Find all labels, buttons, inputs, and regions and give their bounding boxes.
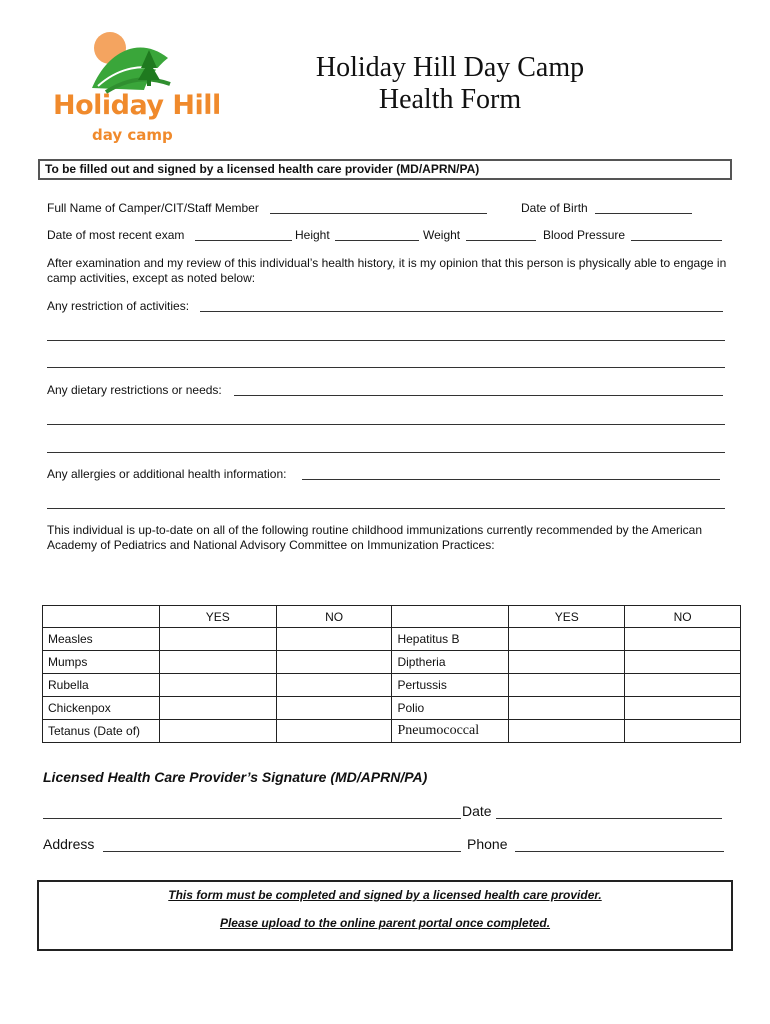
allergies-field-1[interactable] [302,479,720,480]
mumps-no-cell[interactable] [276,651,392,674]
instructions-banner: To be filled out and signed by a licensed health care provider (MD/APRN/PA) [38,159,732,180]
hepatitis-b-no-cell[interactable] [625,628,741,651]
dob-label: Date of Birth [521,201,588,215]
logo-text: Holiday Hill [53,90,221,121]
logo-subtext: day camp [92,126,173,144]
height-label: Height [295,228,330,242]
vaccine-tetanus: Tetanus (Date of) [43,720,160,743]
allergies-label: Any allergies or additional health information: [47,467,287,481]
table-row [43,697,741,720]
header-empty-right [392,606,509,628]
vaccine-chickenpox: Chickenpox [43,697,160,720]
restriction-field-1[interactable] [200,311,723,312]
header-no-right: NO [625,606,741,628]
height-field[interactable] [335,240,419,241]
immunization-table [42,605,741,743]
signature-title: Licensed Health Care Provider’s Signature (MD/APRN/PA) [43,769,428,785]
mumps-yes-cell[interactable] [159,651,276,674]
blood-pressure-field[interactable] [631,240,722,241]
table-row [43,628,741,651]
hepatitis-b-yes-cell[interactable] [509,628,625,651]
header-yes-right: YES [509,606,625,628]
header-empty-left [43,606,160,628]
dietary-label: Any dietary restrictions or needs: [47,383,222,397]
dietary-field-1[interactable] [234,395,723,396]
signature-date-field[interactable] [496,818,722,819]
dob-field[interactable] [595,213,692,214]
dietary-field-3[interactable] [47,452,725,453]
pertussis-yes-cell[interactable] [509,674,625,697]
exam-date-label: Date of most recent exam [47,228,185,242]
full-name-label: Full Name of Camper/CIT/Staff Member [47,201,259,215]
vaccine-pneumococcal: Pneumococcal [392,720,509,743]
weight-field[interactable] [466,240,536,241]
measles-yes-cell[interactable] [159,628,276,651]
page-title [290,52,610,116]
measles-no-cell[interactable] [276,628,392,651]
vaccine-mumps: Mumps [43,651,160,674]
vaccine-diphtheria: Diptheria [392,651,509,674]
chickenpox-yes-cell[interactable] [159,697,276,720]
immunization-intro: This individual is up-to-date on all of the following routine childhood immunizations currently recommended by the American Academy of Pediatrics and National Advisory Committee on Immunization Practices: [47,523,703,552]
table-row [43,720,741,743]
pertussis-no-cell[interactable] [625,674,741,697]
full-name-field[interactable] [270,213,487,214]
opinion-text: After examination and my review of this individual’s health history, it is my opinion that this person is physically able to engage in camp activities, except as noted below: [47,256,727,285]
rubella-yes-cell[interactable] [159,674,276,697]
table-row [43,674,741,697]
dietary-field-2[interactable] [47,424,725,425]
pneumococcal-no-cell[interactable] [625,720,741,743]
polio-yes-cell[interactable] [509,697,625,720]
signature-field[interactable] [43,818,461,819]
pneumococcal-yes-cell[interactable] [509,720,625,743]
restriction-field-3[interactable] [47,367,725,368]
notice-line-2: Please upload to the online parent portal once completed. [219,916,551,930]
restriction-label: Any restriction of activities: [47,299,190,313]
vaccine-pertussis: Pertussis [392,674,509,697]
title-line-1: Holiday Hill Day Camp [315,52,585,83]
header-yes-left: YES [159,606,276,628]
title-line-2: Health Form [378,84,522,115]
date-label: Date [462,803,492,819]
phone-label: Phone [467,836,508,852]
table-header-row [43,606,741,628]
vaccine-polio: Polio [392,697,509,720]
address-field[interactable] [103,851,461,852]
holiday-hill-logo [48,28,238,153]
blood-pressure-label: Blood Pressure [543,228,626,242]
hill-sun-icon [48,28,238,98]
allergies-field-2[interactable] [47,508,725,509]
table-row [43,651,741,674]
vaccine-rubella: Rubella [43,674,160,697]
address-label: Address [43,836,95,852]
diphtheria-no-cell[interactable] [625,651,741,674]
weight-label: Weight [423,228,461,242]
vaccine-hepatitis-b: Hepatitus B [392,628,509,651]
diphtheria-yes-cell[interactable] [509,651,625,674]
rubella-no-cell[interactable] [276,674,392,697]
tetanus-no-cell[interactable] [276,720,392,743]
vaccine-measles: Measles [43,628,160,651]
tetanus-yes-cell[interactable] [159,720,276,743]
polio-no-cell[interactable] [625,697,741,720]
exam-date-field[interactable] [195,240,292,241]
restriction-field-2[interactable] [47,340,725,341]
phone-field[interactable] [515,851,724,852]
notice-line-1: This form must be completed and signed by a licensed health care provider. [168,888,602,902]
header-no-left: NO [276,606,392,628]
chickenpox-no-cell[interactable] [276,697,392,720]
notice-box [37,880,733,951]
